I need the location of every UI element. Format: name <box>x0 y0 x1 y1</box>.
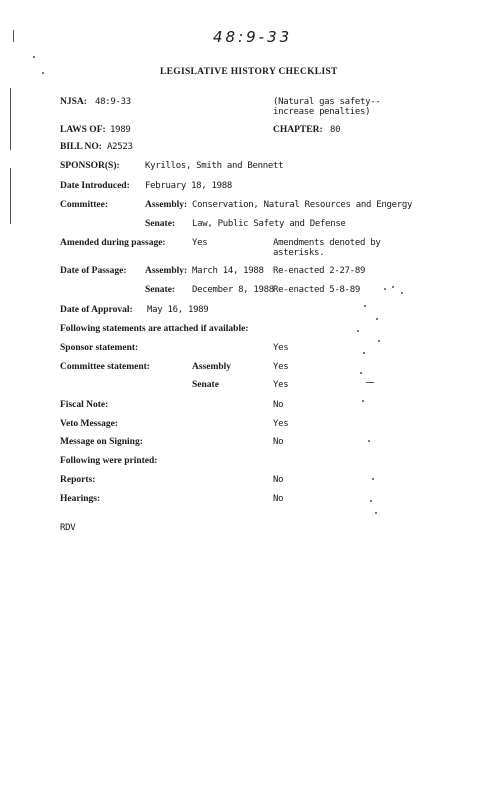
scan-speck <box>357 330 359 332</box>
passage-senate-label: Senate: <box>145 285 176 295</box>
printed-heading: Following were printed: <box>60 456 158 466</box>
scan-speck <box>384 288 386 290</box>
scan-speck <box>366 382 374 383</box>
njsa-label: NJSA: <box>60 97 87 107</box>
preparer-initials: RDV <box>60 523 76 533</box>
passage-assembly-note: Re-enacted 2-27-89 <box>273 266 366 276</box>
fiscal-note-label: Fiscal Note: <box>60 400 109 410</box>
scan-margin-mark <box>10 88 11 150</box>
reports-label: Reports: <box>60 475 96 485</box>
amended-label: Amended during passage: <box>60 238 166 248</box>
bill-no-label: BILL NO: <box>60 142 102 152</box>
scan-speck <box>364 305 366 307</box>
scan-margin-mark <box>10 168 11 224</box>
hearings-label: Hearings: <box>60 494 101 504</box>
scan-speck <box>33 56 35 58</box>
scan-speck <box>375 512 377 514</box>
scan-speck <box>392 286 394 288</box>
message-on-signing-label: Message on Signing: <box>60 437 143 447</box>
committee-statement-label: Committee statement: <box>60 362 150 372</box>
sponsor-statement-label: Sponsor statement: <box>60 343 139 353</box>
passage-senate-date: December 8, 1988 <box>192 285 274 295</box>
laws-of-value: 1989 <box>110 125 131 135</box>
passage-senate-note: Re-enacted 5-8-89 <box>273 285 361 295</box>
laws-of-label: LAWS OF: <box>60 125 106 135</box>
scan-speck <box>362 400 364 402</box>
scan-speck <box>370 500 372 502</box>
sponsor-statement-value: Yes <box>273 343 289 353</box>
sponsors-label: SPONSOR(S): <box>60 161 120 171</box>
message-on-signing-value: No <box>273 437 284 447</box>
committee-statement-senate-value: Yes <box>273 380 289 390</box>
committee-senate-value: Law, Public Safety and Defense <box>192 219 346 229</box>
date-of-approval-value: May 16, 1989 <box>147 305 209 315</box>
passage-assembly-label: Assembly: <box>145 266 188 276</box>
reports-value: No <box>273 475 284 485</box>
scan-speck <box>376 318 378 320</box>
scan-speck <box>360 372 362 374</box>
committee-statement-assembly-label: Assembly <box>192 362 232 372</box>
page-title: LEGISLATIVE HISTORY CHECKLIST <box>160 67 338 77</box>
chapter-value: 80 <box>330 125 341 135</box>
scan-margin-mark <box>13 30 14 42</box>
date-introduced-value: February 18, 1988 <box>145 181 233 191</box>
sponsors-value: Kyrillos, Smith and Bennett <box>145 161 284 171</box>
chapter-label: CHAPTER: <box>273 125 323 135</box>
committee-statement-senate-label: Senate <box>192 380 219 390</box>
njsa-value: 48:9-33 <box>95 97 131 107</box>
scan-speck <box>368 440 370 442</box>
committee-senate-label: Senate: <box>145 219 176 229</box>
scan-speck <box>372 478 374 480</box>
scan-speck <box>42 72 44 74</box>
date-of-passage-label: Date of Passage: <box>60 266 127 276</box>
bill-no-value: A2523 <box>107 142 133 152</box>
amended-value: Yes <box>192 238 208 248</box>
committee-assembly-value: Conservation, Natural Resources and Engergy <box>192 200 413 210</box>
amended-note: Amendments denoted by asterisks. <box>273 238 381 258</box>
committee-statement-assembly-value: Yes <box>273 362 289 372</box>
statements-heading: Following statements are attached if available: <box>60 324 249 334</box>
veto-message-value: Yes <box>273 419 289 429</box>
veto-message-label: Veto Message: <box>60 419 118 429</box>
committee-label: Committee: <box>60 200 109 210</box>
scan-speck <box>401 292 403 294</box>
date-introduced-label: Date Introduced: <box>60 181 130 191</box>
njsa-note: (Natural gas safety-- increase penalties) <box>273 97 381 117</box>
scan-speck <box>363 352 365 354</box>
committee-assembly-label: Assembly: <box>145 200 188 210</box>
hearings-value: No <box>273 494 284 504</box>
date-of-approval-label: Date of Approval: <box>60 305 133 315</box>
scan-speck <box>378 340 380 342</box>
passage-assembly-date: March 14, 1988 <box>192 266 264 276</box>
handwritten-file-number: 48:9-33 <box>213 28 293 46</box>
fiscal-note-value: No <box>273 400 284 410</box>
